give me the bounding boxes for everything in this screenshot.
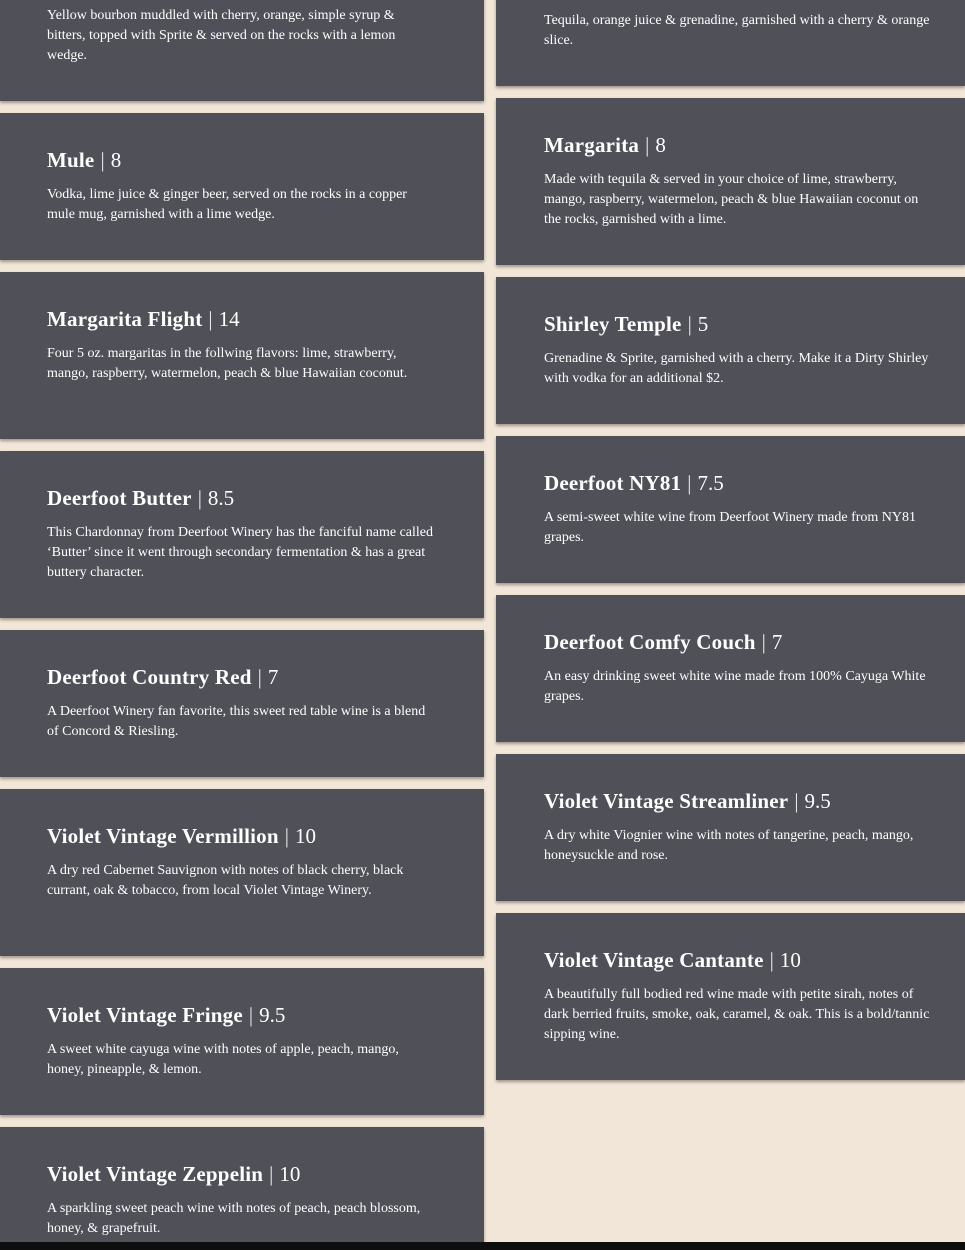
bottom-edge-bar [0,1242,965,1250]
menu-item-title [47,1002,285,1028]
menu-item-name: Deerfoot NY81 [544,471,682,495]
menu-item-description: A dry red Cabernet Sauvignon with notes of black cherry, black currant, oak & tobacco, from local Violet Vintage Winery. [47,863,404,898]
menu-card-violet-vintage-streamliner [496,754,965,901]
menu-item-price: 10 [279,1162,301,1186]
price-separator: | [248,1003,254,1027]
price-separator: | [257,665,262,689]
menu-card-bourbon-cocktail [0,0,484,101]
price-separator: | [761,630,766,654]
menu-item-price: 10 [294,824,316,848]
menu-item-description: A Deerfoot Winery fan favorite, this sweet red table wine is a blend of Concord & Riesling. [47,704,426,739]
menu-item-price: 5 [697,312,709,336]
menu-item-description: Vodka, lime juice & ginger beer, served on the rocks in a copper mule mug, garnished with a lime wedge. [47,187,407,222]
price-separator: | [284,824,289,848]
menu-item-description: A beautifully full bodied red wine made with petite sirah, notes of dark berried fruits, smoke, oak, caramel, & oak. This is a bold/tannic sipping wine. [544,987,930,1042]
menu-item-title [544,788,831,814]
menu-item-name: Violet Vintage Streamliner [544,789,789,813]
menu-item-description: A dry white Viognier wine with notes of tangerine, peach, mango, honeysuckle and rose. [544,828,914,863]
menu-item-title [47,485,234,511]
price-separator: | [794,789,799,813]
menu-item-name: Violet Vintage Fringe [47,1003,243,1027]
menu-card-margarita [496,98,965,265]
menu-item-title [544,629,782,655]
menu-item-name: Margarita Flight [47,307,203,331]
menu-item-description: A semi-sweet white wine from Deerfoot Winery made from NY81 grapes. [544,510,917,545]
menu-card-deerfoot-comfy-couch [496,595,965,742]
menu-card-mule [0,113,484,260]
menu-card-deerfoot-ny81 [496,436,965,583]
menu-item-price: 8 [655,133,666,157]
menu-item-price: 8 [110,148,122,172]
menu-item-description: Yellow bourbon muddled with cherry, orange, simple syrup & bitters, topped with Sprite & served on the rocks with a lemon wedge. [47,8,396,63]
menu-item-title [544,132,666,158]
price-separator: | [100,148,105,172]
menu-card-deerfoot-butter [0,451,484,618]
menu-item-price: 7.5 [697,471,724,495]
menu-card-violet-vintage-zeppelin [0,1127,484,1250]
menu-item-name: Violet Vintage Cantante [544,948,764,972]
menu-item-name: Deerfoot Butter [47,486,192,510]
menu-item-description: Four 5 oz. margaritas in the follwing flavors: lime, strawberry, mango, raspberry, watermelon, peach & blue Hawaiian coconut. [47,346,408,381]
menu-item-name: Margarita [544,133,640,157]
menu-item-price: 8.5 [207,486,235,510]
menu-item-name: Violet Vintage Zeppelin [47,1162,264,1186]
menu-item-title [47,664,278,690]
menu-card-violet-vintage-cantante [496,913,965,1080]
menu-item-title [544,311,708,337]
menu-item-name: Mule [47,148,95,172]
menu-item-title [544,947,801,973]
price-separator: | [769,948,774,972]
menu-card-deerfoot-country-red [0,630,484,777]
menu-item-description: Grenadine & Sprite, garnished with a cherry. Make it a Dirty Shirley with vodka for an additional $2. [544,351,929,386]
menu-card-margarita-flight [0,272,484,439]
menu-card-violet-vintage-vermillion [0,789,484,956]
menu-item-name: Deerfoot Country Red [47,665,252,689]
menu-item-description: An easy drinking sweet white wine made from 100% Cayuga White grapes. [544,669,926,704]
menu-item-name: Deerfoot Comfy Couch [544,630,756,654]
price-separator: | [197,486,202,510]
menu-item-price: 9.5 [259,1003,286,1027]
menu-item-price: 9.5 [804,789,831,813]
menu-item-title [47,147,121,173]
price-separator: | [645,133,650,157]
menu-item-name: Shirley Temple [544,312,682,336]
menu-item-description: Tequila, orange juice & grenadine, garnished with a cherry & orange slice. [544,13,930,48]
menu-card-tequila-sunrise [496,0,965,86]
menu-item-description: This Chardonnay from Deerfoot Winery has the fanciful name called ‘Butter’ since it went through secondary fermentation & has a great buttery character. [47,525,433,580]
menu-item-description: A sweet white cayuga wine with notes of apple, peach, mango, honey, pineapple, & lemon. [47,1042,399,1077]
menu-item-name: Violet Vintage Vermillion [47,824,279,848]
price-separator: | [687,312,692,336]
menu-item-price: 10 [779,948,801,972]
price-separator: | [269,1162,274,1186]
menu-item-price: 7 [267,665,279,689]
menu-item-title [47,823,316,849]
menu-item-price: 7 [771,630,783,654]
price-separator: | [687,471,692,495]
menu-item-description: A sparkling sweet peach wine with notes of peach, peach blossom, honey, & grapefruit. [47,1201,421,1236]
menu-card-shirley-temple [496,277,965,424]
menu-card-violet-vintage-fringe [0,968,484,1115]
menu-item-title [544,470,724,496]
menu-item-title [47,1161,300,1187]
price-separator: | [208,307,213,331]
menu-item-price: 14 [218,307,240,331]
menu-item-description: Made with tequila & served in your choice of lime, strawberry, mango, raspberry, watermelon, peach & blue Hawaiian coconut on the rocks, garnished with a lime. [544,172,919,227]
menu-item-title [47,306,240,332]
